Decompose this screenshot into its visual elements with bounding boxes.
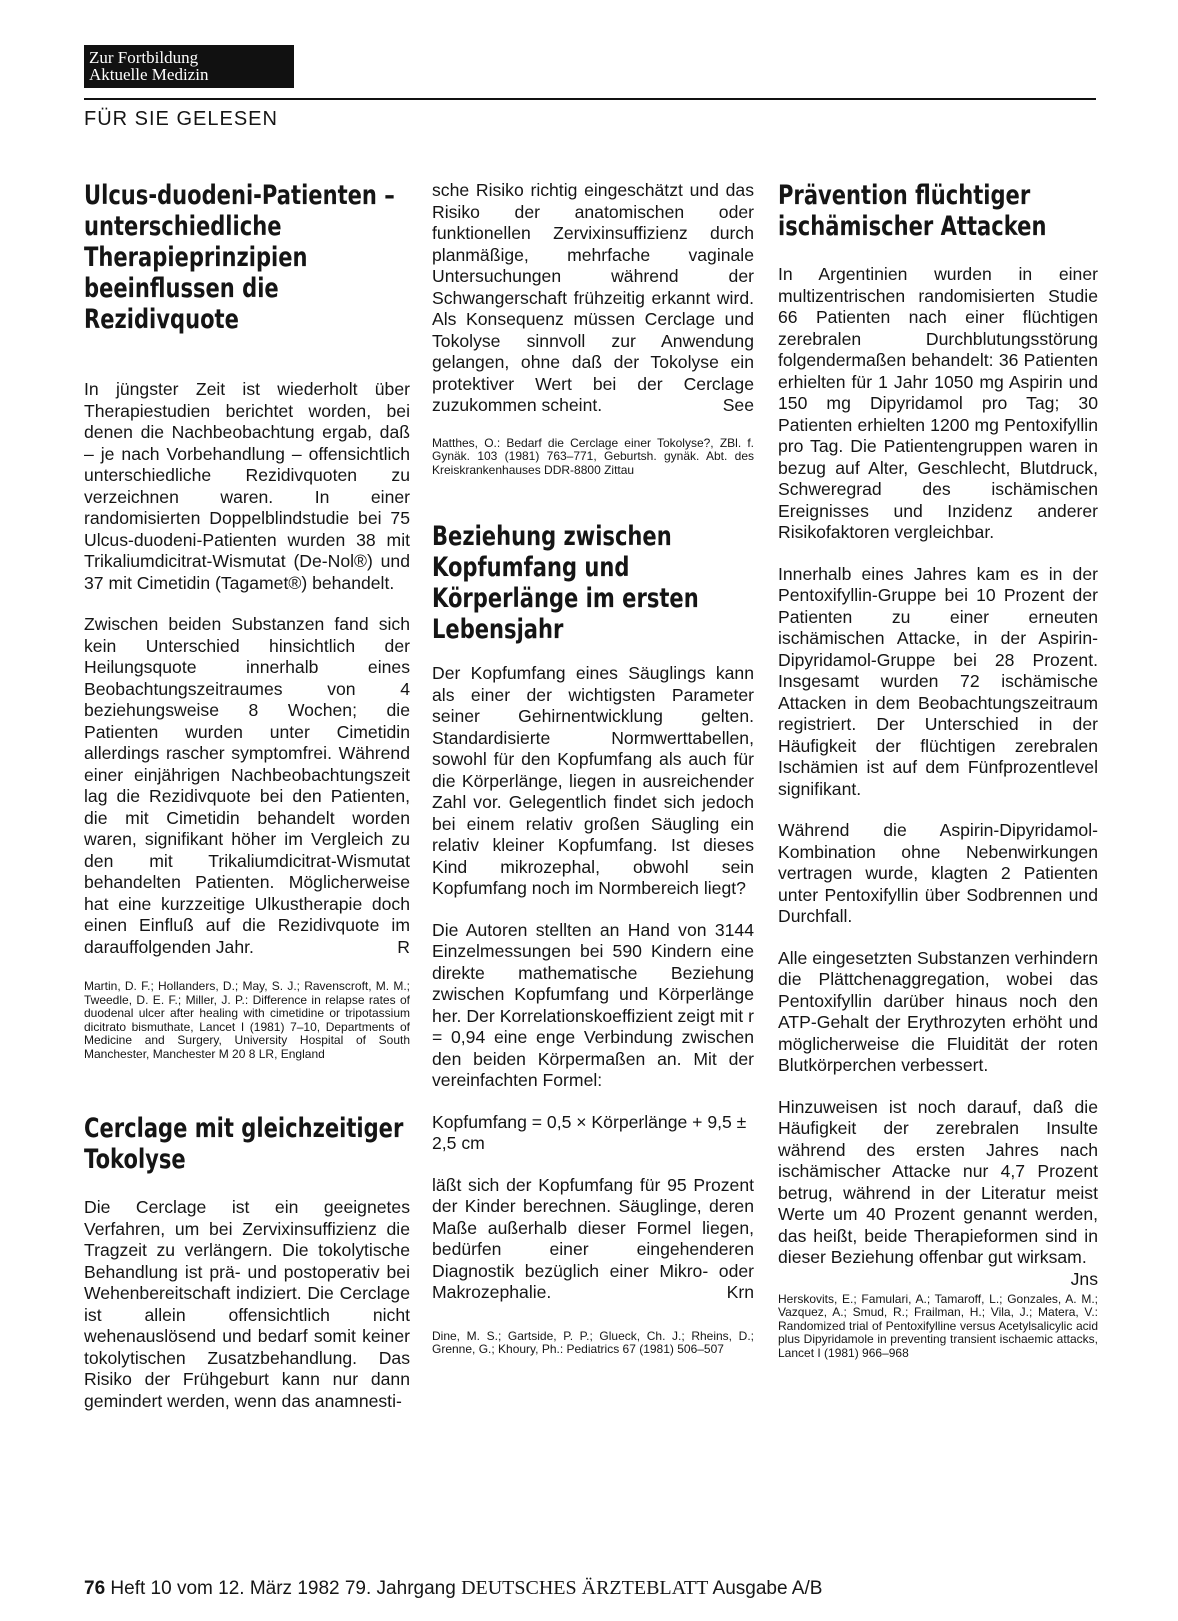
cerclage-paragraph-1b [432, 180, 754, 417]
kopfumfang-paragraph-2: Die Autoren stellten an Hand von 3144 Einzelmessungen bei 590 Kindern eine direkte mathematische Beziehung zwischen Kopfumfang und Körperlänge her. Der Korrelationskoeffizient zeigt mit r = 0,94 eine enge Verbindung zwischen den beiden Körpermaßen an. Mit der vereinfachten Formel: [432, 919, 754, 1090]
kopfumfang-paragraph-1: Der Kopfumfang eines Säuglings kann als einer der wichtigsten Parameter seiner Gehirnentwicklung gelten. Standardisierte Normwerttabellen, sowohl für den Kopfumfang als auch für die Körperlänge, liegen in ausreichender Zahl vor. Gelegentlich findet sich jedoch bei einem relativ großen Säugling ein relativ kleiner Kopfumfang. Ist dieses Kind mikrozephal, obwohl sein Kopfumfang noch im Normbereich liegt? [432, 663, 754, 898]
column-2 [432, 180, 754, 1357]
ulcus-paragraph-2-text: Zwischen beiden Substanzen fand sich kein Unterschied hinsichtlich der Heilungsquote innerhalb eines Beobachtungszeitraumes von 4 beziehungsweise 8 Wochen; die Patienten wurden unter Cimetidin allerdings rascher symptomfrei. Während einer einjährigen Nachbeobachtungszeit lag die Rezidivquote bei den Patienten, die mit Cimetidin behandelt worden waren, signifikant höher im Vergleich zu den mit Trikaliumdicitrat-Wismutat behandelten Patienten. Möglicherweise hat eine kurzzeitige Ulkustherapie doch einen Einfluß auf die Rezidivquote im darauffolgenden Jahr. [84, 614, 410, 957]
praevention-paragraph-1: In Argentinien wurden in einer multizentrischen randomisierten Studie 66 Patienten nach einer flüchtigen zerebralen Durchblutungsstörung folgendermaßen behandelt: 36 Patienten erhielten für 1 Jahr 1050 mg Aspirin und 150 mg Dipyridamol pro Tag; 30 Patienten erhielten 1200 mg Pentoxifyllin pro Tag. Die Patientengruppen waren in bezug auf Alter, Geschlecht, Blutdruck, Schweregrad des ischämischen Ereignisses und Inzidenz anderer Risikofaktoren vergleichbar. [778, 264, 1098, 542]
column-3 [778, 180, 1098, 1360]
page-footer [84, 1577, 822, 1600]
kopfumfang-paragraph-3-text: läßt sich der Kopfumfang für 95 Prozent der Kinder berechnen. Säuglinge, deren Maße außerhalb dieser Formel liegen, bedürfen einer eingehenderen Diagnostik bezüglich einer Mikro- oder Makrozephalie. [432, 1174, 754, 1302]
cerclage-paragraph-1a: Die Cerclage ist ein geeignetes Verfahren, um bei Zervixinsuffizienz die Tragzeit zu verlängern. Die tokolytische Behandlung ist prä- und postoperativ bei Wehenbereitschaft indiziert. Die Cerclage ist allein offensichtlich nicht wehenauslösend und bedarf somit keiner tokolytischen Zusatzbehandlung. Das Risiko der Frühgeburt kann nur dann gemindert werden, wenn das anamnesti- [84, 1197, 410, 1411]
header-rule [84, 98, 1096, 100]
section-kicker: FÜR SIE GELESEN [84, 108, 278, 130]
praevention-reference: Herskovits, E.; Famulari, A.; Tamaroff, L.; Gonzales, A. M.; Vazquez, A.; Smud, R.; Frailman, H.; Vila, J.; Matera, V.: Randomized trial of Pentoxifylline versus Acetylsalicylic acid plus Dipyridamole in preventing transient ischaemic attacks, Lancet I (1981) 966–968 [778, 1291, 1098, 1360]
kopfumfang-reference: Dine, M. S.; Gartside, P. P.; Glueck, Ch. J.; Rheins, D.; Grenne, G.; Khoury, Ph.: Pediatrics 67 (1981) 506–507 [432, 1328, 754, 1356]
cerclage-signature: See [722, 395, 754, 415]
cerclage-title: Cerclage mit gleichzeitiger Tokolyse [84, 1113, 404, 1175]
cerclage-reference: Matthes, O.: Bedarf die Cerclage einer Tokolyse?, ZBl. f. Gynäk. 103 (1981) 763–771, Geburtsh. gynäk. Abt. des Kreiskrankenhauses DDR-8800 Zittau [432, 435, 754, 477]
badge-line-1: Zur Fortbildung [89, 48, 199, 67]
kopfumfang-signature: Krn [726, 1282, 754, 1302]
issue-info: Heft 10 vom 12. März 1982 79. Jahrgang [110, 1578, 456, 1599]
praevention-title: Prävention flüchtiger ischämischer Attacken [778, 180, 1047, 242]
badge-line-2: Aktuelle Medizin [89, 65, 209, 84]
ulcus-reference: Martin, D. F.; Hollanders, D.; May, S. J.; Ravenscroft, M. M.; Tweedle, D. E. F.; Miller, J. P.: Difference in relapse rates of duodenal ulcer after healing with cimetidine or tripotassium dicitrato bismuthate, Lancet I (1981) 7–10, Departments of Medicine and Surgery, University Hospital of South Manchester, Manchester M 20 8 LR, England [84, 979, 410, 1061]
praevention-paragraph-5-text: Hinzuweisen ist noch darauf, daß die Häufigkeit der zerebralen Insulte während des ersten Jahres nach ischämischer Attacke nur 4,7 Prozent betrug, während in der Literatur meist Werte um 40 Prozent genannt werden, das heißt, beide Therapieformen sind in dieser Beziehung offenbar gut wirksam. [778, 1096, 1098, 1267]
praevention-paragraph-2: Innerhalb eines Jahres kam es in der Pentoxifyllin-Gruppe bei 10 Prozent der Patienten zu einer erneuten ischämischen Attacke, in der Aspirin-Dipyridamol-Gruppe bei 28 Prozent. Insgesamt wurden 72 ischämische Attacken in dem Beobachtungszeitraum registriert. Der Unterschied in der Häufigkeit der flüchtigen zerebralen Ischämien ist auf dem Fünfprozentlevel signifikant. [778, 563, 1098, 799]
praevention-signature: Jns [1070, 1268, 1098, 1289]
ulcus-paragraph-2 [84, 614, 410, 958]
cerclage-paragraph-1b-text: sche Risiko richtig eingeschätzt und das Risiko der anatomischen oder funktionellen Zervixinsuffizienz durch planmäßige, mehrfache vaginale Untersuchungen während der Schwangerschaft frühzeitig erkannt wird. Als Konsequenz müssen Cerclage und Tokolyse sinnvoll zur Anwendung gelangen, ohne daß der Tokolyse ein protektiver Wert bei der Cerclage zuzukommen scheint. [432, 180, 754, 415]
section-badge [84, 45, 294, 88]
kopfumfang-title: Beziehung zwischen Kopfumfang und Körperlänge im ersten Lebensjahr [432, 521, 699, 645]
ulcus-title: Ulcus-duodeni-Patienten – unterschiedliche Therapieprinzipien beeinflussen die Rezidivquote [84, 180, 395, 335]
praevention-paragraph-3: Während die Aspirin-Dipyridamol-Kombination ohne Nebenwirkungen vertragen wurde, klagten 2 Patienten unter Pentoxifyllin über Sodbrennen und Durchfall. [778, 820, 1098, 926]
page-number: 76 [84, 1578, 106, 1599]
kopfumfang-paragraph-3 [432, 1175, 754, 1304]
ulcus-signature: R [397, 936, 410, 957]
kopfumfang-formula: Kopfumfang = 0,5 × Körperlänge + 9,5 ± 2,5 cm [432, 1111, 747, 1153]
column-1 [84, 180, 410, 1412]
praevention-paragraph-4: Alle eingesetzten Substanzen verhindern die Plättchenaggregation, wobei das Pentoxifyllin darüber hinaus noch den ATP-Gehalt der Erythrozyten erhöht und möglicherweise die Fluidität der roten Blutkörperchen verbessert. [778, 947, 1098, 1075]
ulcus-paragraph-1: In jüngster Zeit ist wiederholt über Therapiestudien berichtet worden, bei denen die Nachbeobachtung ergab, daß – je nach Vorbehandlung – offensichtlich unterschiedliche Rezidivquoten zu verzeichnen waren. In einer randomisierten Doppelblindstudie bei 75 Ulcus-duodeni-Patienten wurden 38 mit Trikaliumdicitrat-Wismutat (De-Nol®) und 37 mit Cimetidin (Tagamet®) behandelt. [84, 379, 410, 593]
journal-title: DEUTSCHES ÄRZTEBLATT [461, 1577, 709, 1599]
edition-info: Ausgabe A/B [712, 1578, 823, 1599]
praevention-paragraph-5 [778, 1096, 1098, 1289]
